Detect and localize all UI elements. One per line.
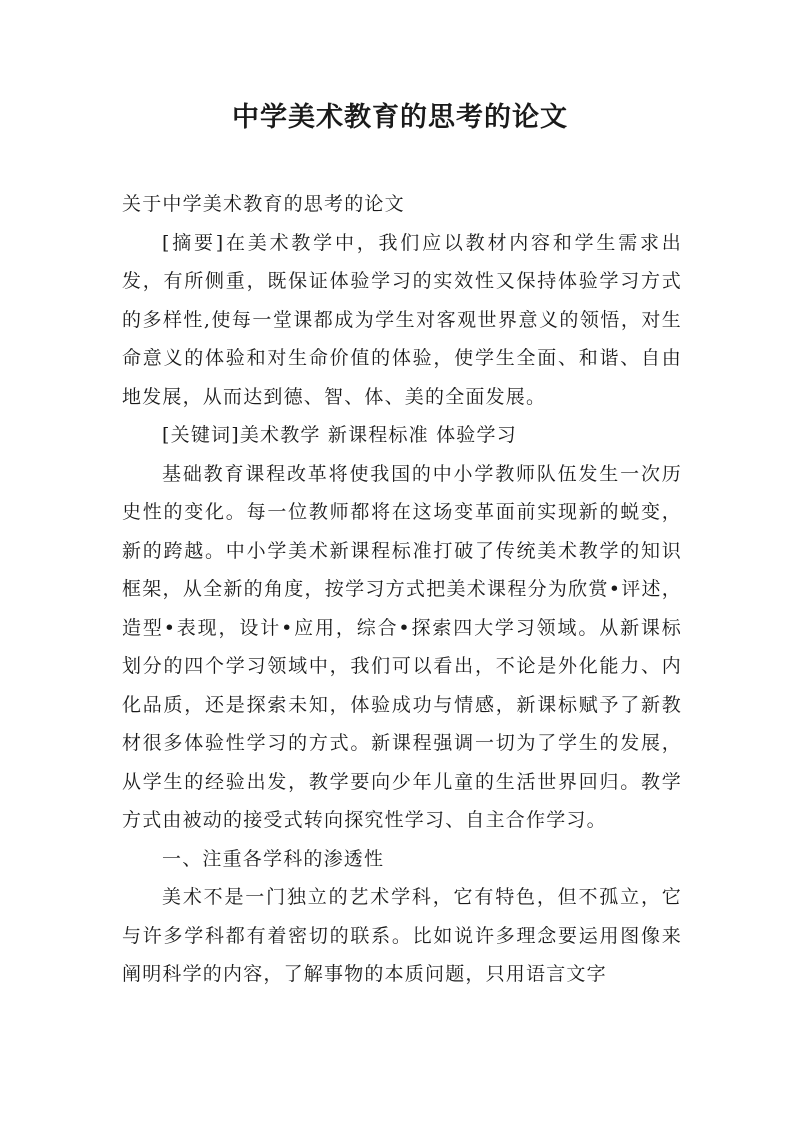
abstract-paragraph: [摘要]在美术教学中，我们应以教材内容和学生需求出发，有所侧重，既保证体验学习的实效性又保持体验学习方式的多样性,使每一堂课都成为学生对客观世界意义的领悟，对生命意义的体验和对生命价值的体验，使学生全面、和谐、自由地发展，从而达到德、智、体、美的全面发展。 bbox=[122, 231, 682, 408]
document-title: 中学美术教育的思考的论文 bbox=[232, 102, 568, 133]
document-body bbox=[122, 185, 682, 994]
body-paragraph: 基础教育课程改革将使我国的中小学教师队伍发生一次历史性的变化。每一位教师都将在这场变革面前实现新的蜕变，新的跨越。中小学美术新课程标准打破了传统美术教学的知识框架，从全新的角度，按学习方式把美术课程分为欣赏•评述，造型•表现，设计•应用，综合•探索四大学习领域。从新课标划分的四个学习领域中，我们可以看出，不论是外化能力、内化品质，还是探索未知，体验成功与情感，新课标赋予了新教材很多体验性学习的方式。新课程强调一切为了学生的发展，从学生的经验出发，教学要向少年儿童的生活世界回归。教学方式由被动的接受式转向探究性学习、自主合作学习。 bbox=[122, 462, 682, 831]
section-heading: 一、注重各学科的渗透性 bbox=[162, 847, 385, 870]
subtitle-paragraph: 关于中学美术教育的思考的论文 bbox=[122, 193, 405, 215]
keywords-paragraph: [关键词]美术教学 新课程标准 体验学习 bbox=[162, 424, 517, 446]
body-paragraph: 美术不是一门独立的艺术学科，它有特色，但不孤立，它与许多学科都有着密切的联系。比如说许多理念要运用图像来阐明科学的内容，了解事物的本质问题，只用语言文字 bbox=[122, 886, 682, 985]
